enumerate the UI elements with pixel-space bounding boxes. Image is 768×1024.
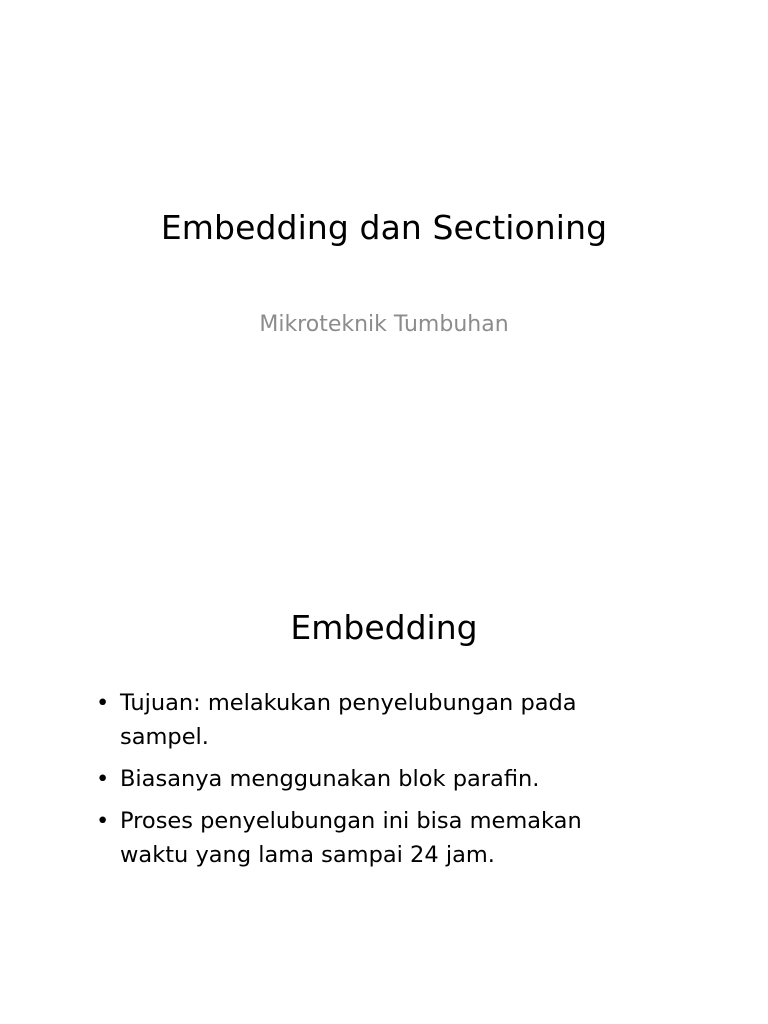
bullet-text: Tujuan: melakukan penyelubungan pada sampel. xyxy=(120,690,577,750)
slide-heading: Embedding xyxy=(290,608,478,647)
bullet-list xyxy=(96,686,656,880)
slide-title: Embedding dan Sectioning xyxy=(160,208,608,247)
content-slide xyxy=(0,512,768,1024)
bullet-icon: • xyxy=(96,766,110,792)
list-item xyxy=(96,762,656,796)
bullet-text: Proses penyelubungan ini bisa memakan waktu yang lama sampai 24 jam. xyxy=(120,808,582,868)
list-item xyxy=(96,686,656,754)
slide-subtitle: Mikroteknik Tumbuhan xyxy=(259,312,509,337)
bullet-icon: • xyxy=(96,690,110,716)
list-item xyxy=(96,804,656,872)
bullet-icon: • xyxy=(96,808,110,834)
bullet-text: Biasanya menggunakan blok parafin. xyxy=(120,766,540,792)
